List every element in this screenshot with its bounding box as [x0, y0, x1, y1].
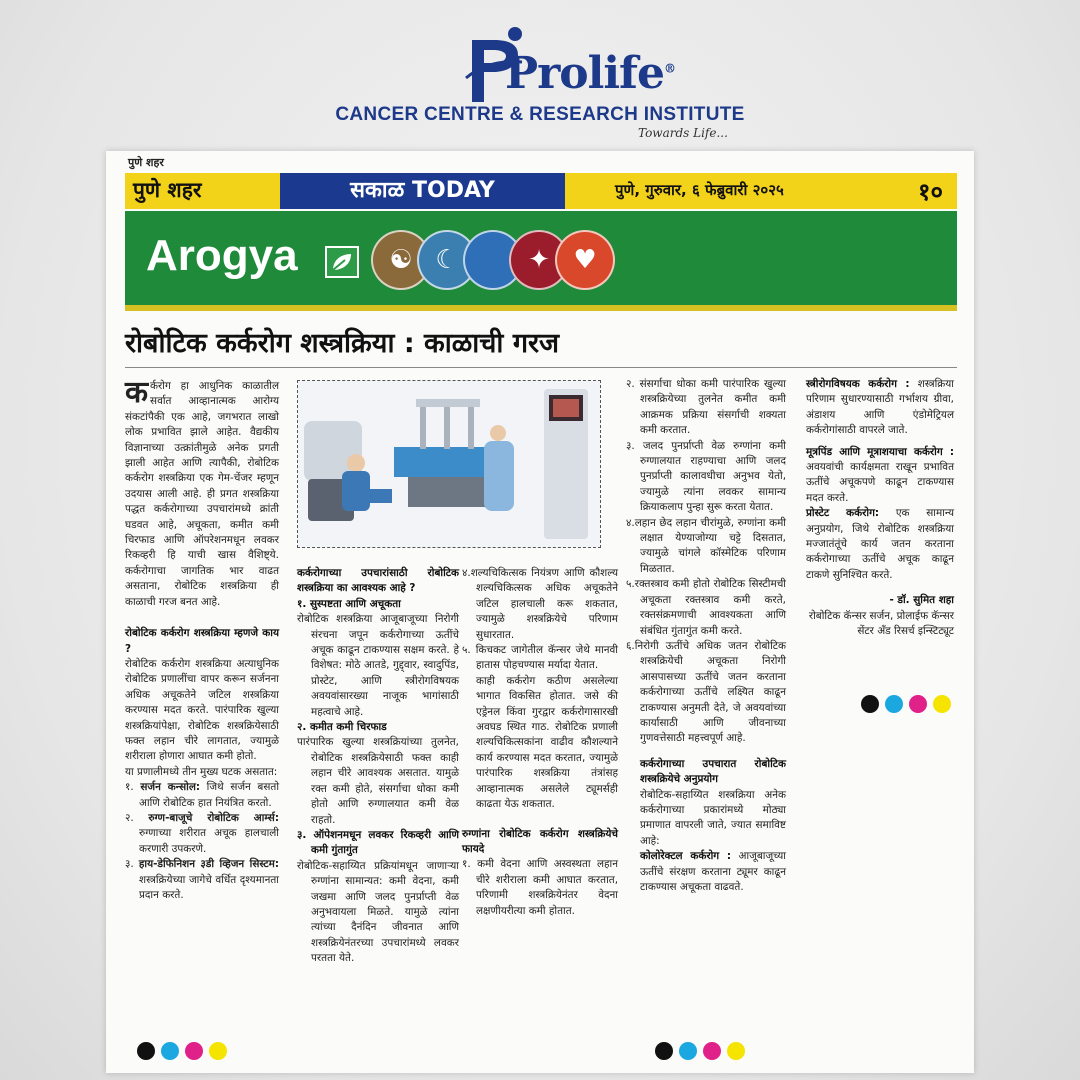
what-is-body: रोबोटिक कर्करोग शस्त्रक्रिया अत्याधुनिक रोबोटिक प्रणालींचा वापर करून सर्जनना अधिक अचूकतेने जटिल शस्त्रक्रिया करण्यास मदत करते. पारंपारिक खुल्या शस्त्रक्रियांपेक्षा, रोबोटिक शस्त्रक्रियेसाठी फक्त लहान चीरे लागतात, ज्यामुळे शरीराला होणारा आघात कमी होतो.	[125, 657, 279, 763]
location-paragraph: काही कर्करोग कठीण असलेल्या भागात विकसित होतात. जसे की एड्रेनल किंवा गुरद्वार कर्करोगासारखी अवघड स्थित गाठ. रोबोटिक प्रणाली शल्यचिकित्सकांना वाढीव कौशल्याने कार्य करण्यास मदत करतात, ज्यामुळे पारंपारिक शस्त्रक्रिया तंत्रांसह आव्हानात्मक असलेले ट्यूमर्सही काढता येऊ शकतात.	[476, 674, 618, 811]
list-item-body: पारंपारिक खुल्या शस्त्रक्रियांच्या तुलनेत, रोबोटिक शस्त्रक्रियेसाठी फक्त काही लहान चीरे आवश्यक असतात. यामुळे रक्त कमी होते, संसर्गाचा धोका कमी होतो आणि रुग्णालयात कमी वेळ राहतो.	[297, 736, 459, 826]
logo-institute-name: CANCER CENTRE & RESEARCH INSTITUTE	[335, 104, 745, 125]
black-dot	[137, 1042, 155, 1060]
list-item-heading: ३. ऑपेशनमधून लवकर रिकव्हरी आणि कमी गुंतागुंत	[297, 828, 460, 857]
benefits-list-cont	[462, 566, 618, 674]
registration-marks	[137, 1042, 233, 1060]
list-item: ३. जलद पुनर्प्राप्ती वेळ रुग्णांना कमी रुग्णालयात राहण्याचा आणि जलद पुनर्प्राप्ती कालावधीचा अनुभव येतो, ज्यामुळे त्यांना लवकर सामान्य क्रियाकलाप पुन्हा सुरू करता येतात.	[626, 439, 786, 514]
masthead-page-number: १०	[918, 178, 943, 206]
registration-marks	[655, 1042, 751, 1060]
yellow-dot	[933, 695, 951, 713]
list-item: ५.रक्तस्त्राव कमी होतो रोबोटिक सिस्टीमची अचूकता रक्तस्त्राव कमी करते, रक्तसंक्रमणाची आवश्यकता आणि संबंधित गुंतागुंत कमी करते.	[626, 578, 786, 637]
newspaper-page	[106, 151, 974, 1073]
leaf-icon	[325, 246, 359, 278]
masthead	[125, 173, 957, 209]
registered-mark: ®	[663, 61, 675, 76]
banner-title: Arogya	[146, 231, 298, 280]
list-item-body: रोबोटिक शस्त्रक्रिया आजूबाजूच्या निरोगी संरचना जपून कर्करोगाच्या ऊतींचे अचूक काढून टाकण्यास सक्षम करते. हे विशेषत: मोठे आतडे, गुद्द्वार, स्वादुपिंड, प्रोस्टेट, आणि स्त्रीरोगविषयक अवयवांसारख्या नाजूक भागांसाठी महत्वाचे आहे.	[297, 613, 459, 718]
drop-cap: क	[125, 375, 149, 410]
heart-icon: ♥	[555, 230, 615, 290]
headline-rule	[125, 367, 957, 368]
list-item: ५. किचकट जागेतील कॅन्सर जेथे मानवी हातास पोहचण्यास मर्यादा येतात.	[462, 644, 618, 672]
sleep-icon: ☾	[417, 230, 477, 290]
yellow-dot	[727, 1042, 745, 1060]
logo-wordmark	[505, 48, 675, 99]
masthead-date: पुणे, गुरुवार, ६ फेब्रुवारी २०२५	[615, 181, 784, 199]
registration-marks	[861, 695, 957, 713]
magenta-dot	[185, 1042, 203, 1060]
list-item: २. रुग्ण-बाजूचे रोबोटिक आर्म्स: रुग्णाच्या शरीरात अचूक हालचाली करणारी उपकरणे.	[125, 811, 279, 855]
black-dot	[861, 695, 879, 713]
list-item-body: रोबोटिक-सहाय्यित प्रक्रियांमधून जाणाऱ्या रुग्णांना सामान्यत: कमी वेदना, कमी जखमा आणि जलद पुनर्प्राप्ती वेळ अनुभवायला मिळते. यामुळे त्यांना त्यांच्या दैनंदिन जीवनात आणि शस्त्रक्रियेनंतरच्या उपचारांमध्ये लवकर परतता येते.	[297, 859, 459, 965]
robotic-surgery-photo	[297, 380, 601, 548]
article-column-5	[806, 377, 954, 640]
why-needed-heading: कर्करोगाच्या उपचारांसाठी रोबोटिक शस्त्रक्रिया का आवश्यक आहे ?	[297, 567, 459, 595]
masthead-brand: सकाळ TODAY	[280, 173, 565, 209]
intro-paragraph	[125, 375, 279, 610]
list-item: ३. हाय-डेफिनिशन ३डी व्हिजन सिस्टम: शस्त्रक्रियेच्या जागेचे वर्धित दृश्यमानता प्रदान करते.	[125, 858, 279, 901]
gynecologic-item: स्त्रीरोगविषयक कर्करोग : शस्त्रक्रिया परिणाम सुधारण्यासाठी गर्भाशय ग्रीवा, अंडाशय आणि एंडोमेट्रियल कर्करोगांसाठी वापरले जाते.	[806, 378, 954, 437]
cyan-dot	[679, 1042, 697, 1060]
article-column-3	[462, 566, 618, 919]
list-item-heading: १. सुस्पष्टता आणि अचूकता	[297, 597, 401, 610]
prostate-item: प्रोस्टेट कर्करोग: एक सामान्य अनुप्रयोग, जिथे रोबोटिक शस्त्रक्रिया मज्जातंतूंचे कार्य जतन करताना कर्करोगाच्या ऊतींचे अचूक काढून टाकणे सुनिश्चित करते.	[806, 507, 954, 581]
arogya-banner	[125, 211, 957, 311]
list-item-heading: २. कमीत कमी चिरफाड	[297, 721, 387, 734]
intro-text: र्करोग हा आधुनिक काळातील सर्वात आव्हानात्मक आरोग्य संकटांपैकी एक आहे, जगभरात लाखो लोक प्रभावित झाले आहेत. वैद्यकीय विज्ञानाच्या उत्क्रांतीमुळे अनेक प्रगती झाली आहेत आणि त्यापैकी, रोबोटिक कर्करोग शस्त्रक्रिया एक गेम-चेंजर म्हणून उदयास आली आहे. ही प्रगत शस्त्रक्रिया पद्धत कर्करोगाच्या उपचारांमध्ये क्रांती घडवत आहे, अचूकता, कमीत कमी चिरफाड आणि ऑपरेशनमधून लवकर रिकव्हरी हि याची खास वैशिष्ट्ये. कर्करोगाचा जागतिक भार वाढत असताना, रोबोटिक शस्त्रक्रिया ही काळाची गरज बनत आहे.	[125, 380, 279, 608]
components-intro: या प्रणालीमध्ये तीन मुख्य घटक असतात:	[125, 765, 278, 778]
author-title: रोबोटिक कॅन्सर सर्जन, प्रोलाईफ कॅन्सर सेंटर अँड रिसर्च इन्स्टिट्यूट	[808, 609, 954, 638]
benefits-heading: रुग्णांना रोबोटिक कर्करोग शस्त्रक्रियेचे फायदे	[462, 827, 618, 855]
components-list	[125, 780, 279, 903]
applications-intro: रोबोटिक-सहाय्यित शस्त्रक्रिया अनेक कर्करोगाच्या प्रकारांमध्ये मोठ्या प्रमाणात वापरली जाते, ज्यात समाविष्ट आहे:	[640, 788, 786, 847]
fitness-icon: ✦	[509, 230, 569, 290]
list-item: ६.निरोगी ऊतींचे अधिक जतन रोबोटिक शस्त्रक्रियेची अचूकता निरोगी आसपासच्या ऊतींचे जतन करताना कर्करोगाच्या ऊतींचे लक्ष्यित काढून टाकण्यास अनुमती देते, जे अवयवांच्या कार्यासाठी आणि जीवनाच्या गुणवत्तेसाठी महत्त्वपूर्ण आहे.	[626, 639, 786, 745]
article-column-1	[125, 375, 280, 903]
benefits-list-continued	[626, 377, 786, 747]
magenta-dot	[909, 695, 927, 713]
applications-heading: कर्करोगाच्या उपचारात रोबोटिक शस्त्रक्रियेचे अनुप्रयोग	[640, 757, 786, 786]
cyan-dot	[885, 695, 903, 713]
section-label: पुणे शहर	[128, 156, 164, 169]
article-headline: रोबोटिक कर्करोग शस्त्रक्रिया : काळाची गरज	[125, 328, 560, 359]
list-item: २. संसर्गाचा धोका कमी पारंपारिक खुल्या शस्त्रक्रियेच्या तुलनेत कमीत कमी आक्रमक प्रक्रिया संसर्गाची शक्यता कमी करतात.	[626, 378, 786, 437]
black-dot	[655, 1042, 673, 1060]
kidney-bladder-item: मूत्रपिंड आणि मूत्राशयाचा कर्करोग : अवयवांची कार्यक्षमता राखून प्रभावित ऊतींचे अचूकपणे काढून टाकण्यास मदत करते.	[806, 445, 954, 504]
logo-tagline: Towards Life...	[638, 126, 728, 140]
colorectal-item: कोलोरेक्टल कर्करोग : आजूबाजूच्या ऊतींचे संरक्षण करताना ट्यूमर काढून टाकण्यास अचूकता वाढवते.	[640, 850, 786, 893]
magenta-dot	[703, 1042, 721, 1060]
benefits-list	[462, 857, 618, 919]
what-is-heading: रोबोटिक कर्करोग शस्त्रक्रिया म्हणजे काय ?	[125, 627, 279, 655]
logo-wordmark-text: Prolife	[505, 48, 664, 99]
list-item: १. कमी वेदना आणि अस्वस्थता लहान चीरे शरीराला कमी आघात करतात, परिणामी शस्त्रक्रियेनंतर वेदना लक्षणीयरीत्या कमी होतात.	[462, 858, 618, 917]
masthead-city: पुणे शहर	[133, 178, 202, 202]
why-needed-list	[297, 597, 459, 967]
yellow-dot	[209, 1042, 227, 1060]
list-item: ४.शल्यचिकित्सक नियंत्रण आणि कौशल्य शल्यचिकित्सक अधिक अचूकतेने जटिल हालचाली करू शकतात, ज्यामुळे शस्त्रक्रियेचे परिणाम सुधारतात.	[462, 567, 618, 641]
article-column-2	[297, 566, 459, 967]
list-item: ४.लहान छेद लहान चीरांमुळे, रुग्णांना कमी लक्षात येण्याजोग्या चट्टे दिसतात, ज्यामुळे चांगले कॉस्मेटिक परिणाम मिळतात.	[626, 516, 786, 575]
meditation-icon: ☯	[371, 230, 431, 290]
author-name: - डॉ. सुमित शहा	[889, 594, 954, 607]
cyan-dot	[161, 1042, 179, 1060]
article-column-4	[626, 377, 786, 895]
list-item: १. सर्जन कन्सोल: जिथे सर्जन बसतो आणि रोबोटिक हात नियंत्रित करतो.	[125, 781, 280, 809]
prolife-logo	[0, 18, 1080, 148]
